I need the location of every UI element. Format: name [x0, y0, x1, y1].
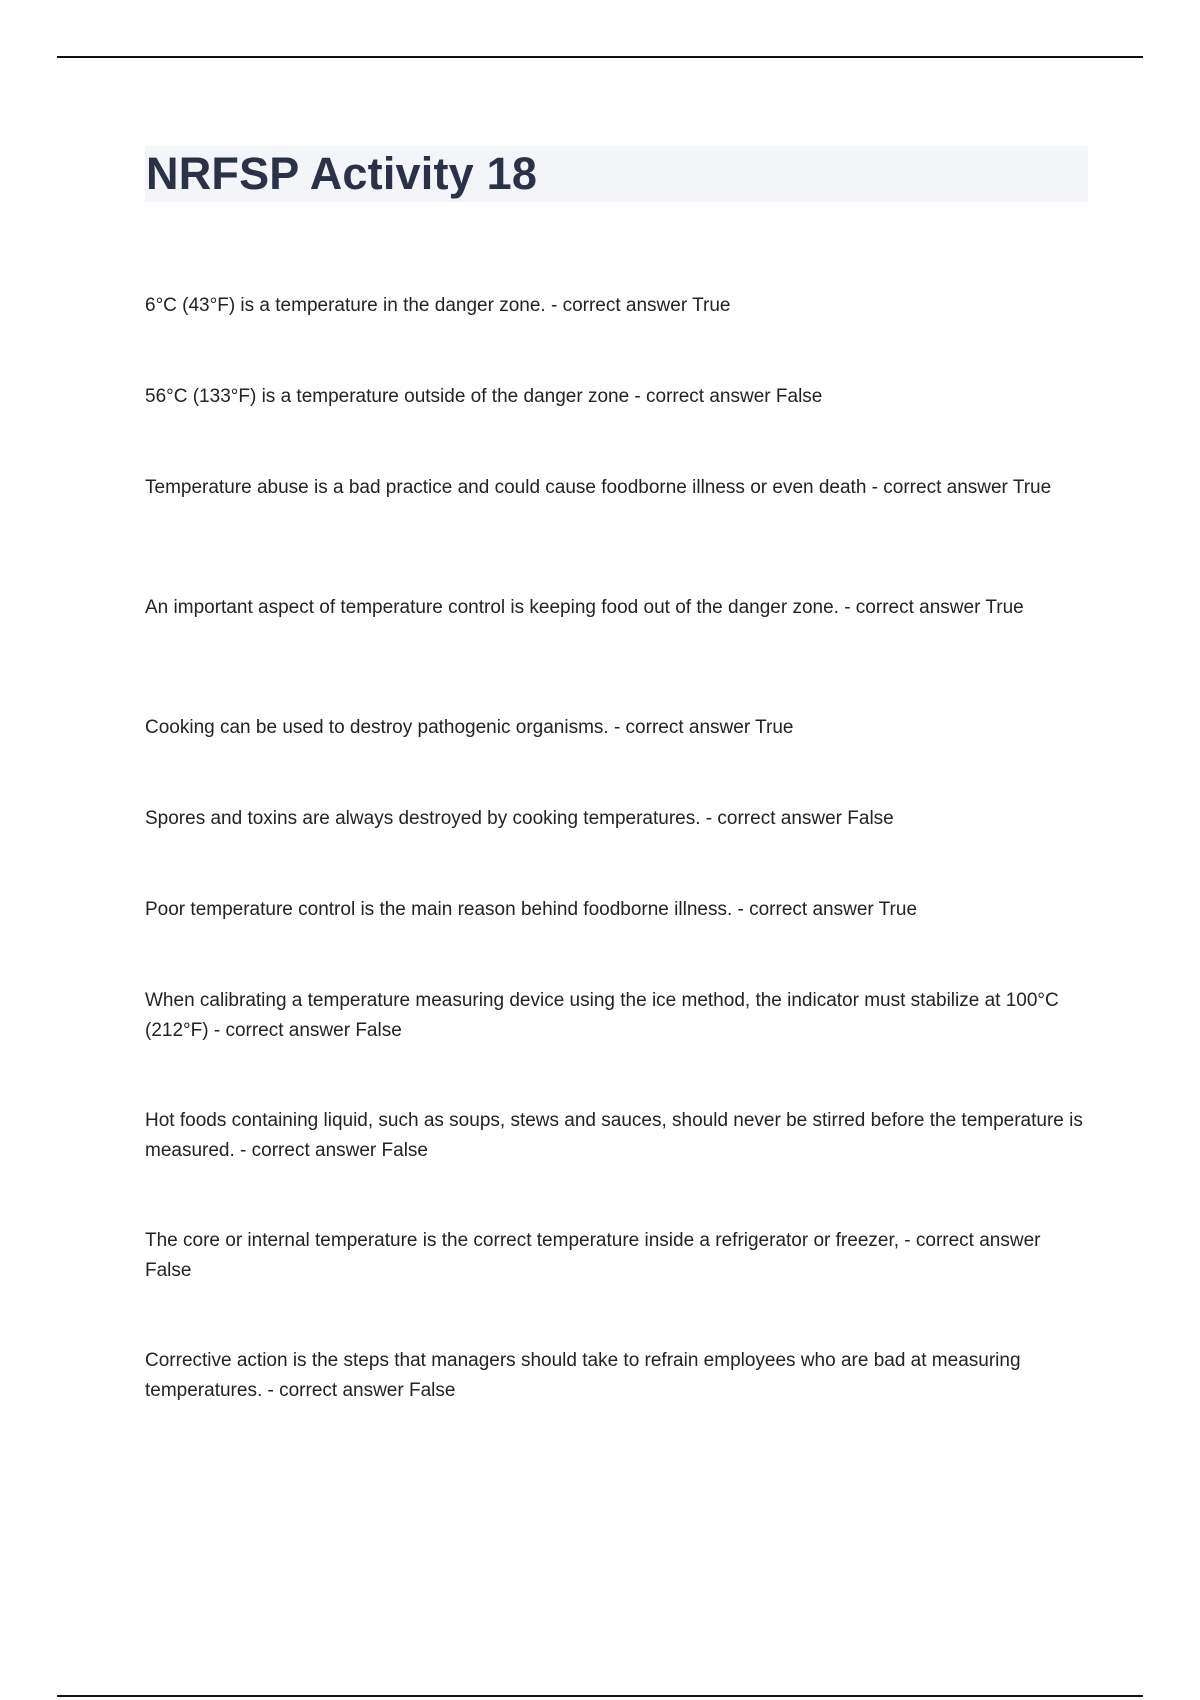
question-item: Poor temperature control is the main reason behind foodborne illness. - correct answer True	[145, 899, 918, 920]
question-item: The core or internal temperature is the correct temperature inside a refrigerator or freezer, - correct answer False	[145, 1230, 1041, 1281]
page-title: NRFSP Activity 18	[146, 148, 538, 199]
question-item: Temperature abuse is a bad practice and could cause foodborne illness or even death - correct answer True	[145, 477, 1052, 498]
question-item: An important aspect of temperature control is keeping food out of the danger zone. - correct answer True	[145, 597, 1024, 618]
bottom-divider	[57, 1695, 1143, 1697]
question-item: Spores and toxins are always destroyed by cooking temperatures. - correct answer False	[145, 808, 894, 829]
question-item: Corrective action is the steps that managers should take to refrain employees who are bad at measuring temperatures. - correct answer False	[145, 1350, 1021, 1401]
question-item: Hot foods containing liquid, such as soups, stews and sauces, should never be stirred before the temperature is measured. - correct answer False	[145, 1110, 1083, 1161]
question-item: 56°C (133°F) is a temperature outside of the danger zone - correct answer False	[145, 386, 823, 407]
top-divider	[57, 56, 1143, 58]
question-item: Cooking can be used to destroy pathogenic organisms. - correct answer True	[145, 717, 794, 738]
question-item: 6°C (43°F) is a temperature in the danger zone. - correct answer True	[145, 295, 731, 316]
question-item: When calibrating a temperature measuring device using the ice method, the indicator must stabilize at 100°C (212°F) - correct answer False	[145, 990, 1059, 1041]
